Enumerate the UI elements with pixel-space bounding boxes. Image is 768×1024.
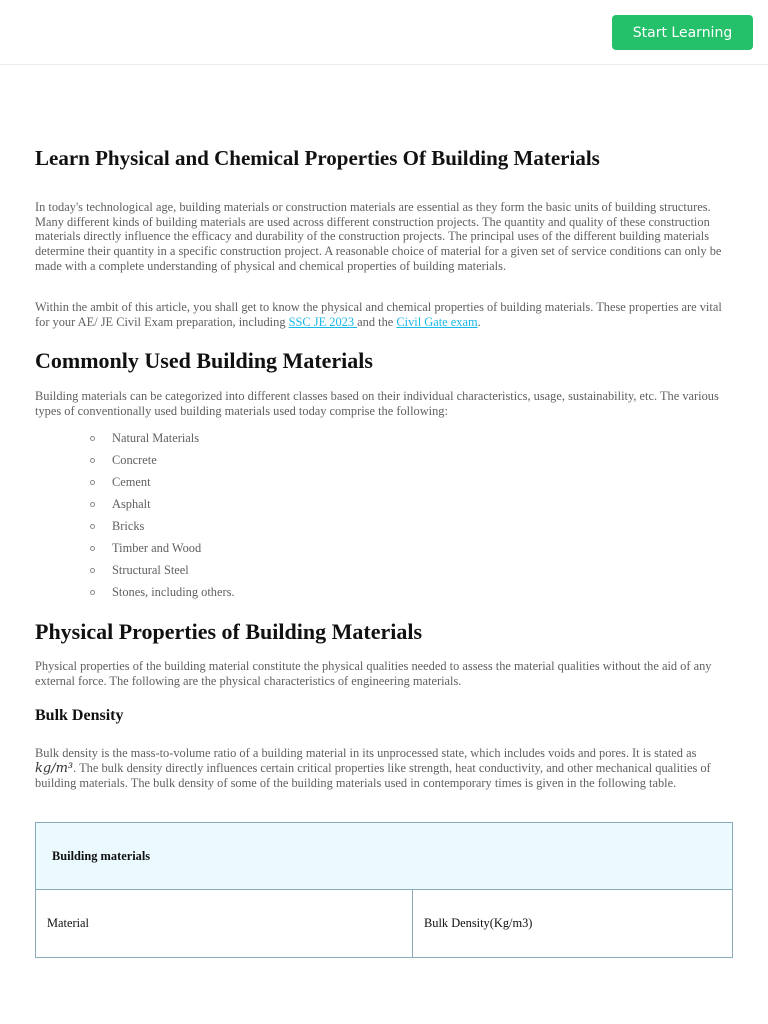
section-heading-physical-properties: Physical Properties of Building Materials <box>35 619 423 644</box>
circle-bullet-icon <box>90 480 95 485</box>
list-item-label: Bricks <box>112 519 145 533</box>
list-item <box>90 452 235 474</box>
list-item-label: Timber and Wood <box>112 541 202 555</box>
bulk-density-text-a: Bulk density is the mass-to-volume ratio of a building material in its unprocessed state, which includes voids and pores. It is stated as <box>35 746 697 760</box>
article-title: Learn Physical and Chemical Properties Of Building Materials <box>35 146 600 170</box>
ssc-je-link[interactable]: SSC JE 2023 <box>288 314 358 329</box>
table-row <box>36 890 732 957</box>
circle-bullet-icon <box>90 546 95 551</box>
list-item-label: Concrete <box>112 453 157 467</box>
bulk-density-unit: kg/m³ <box>35 760 74 776</box>
bulk-density-paragraph <box>35 746 735 791</box>
list-item <box>90 496 235 518</box>
start-learning-button[interactable]: Start Learning <box>612 15 753 50</box>
top-bar <box>0 0 768 65</box>
table-cell-bulk-density: Bulk Density(Kg/m3) <box>424 916 533 930</box>
list-item <box>90 430 235 452</box>
materials-list <box>90 430 235 606</box>
section2-paragraph: Physical properties of the building material constitute the physical qualities needed to assess the material qualities without the aid of any external force. The following are the physical characteristics of engineering materials. <box>35 659 712 688</box>
circle-bullet-icon <box>90 524 95 529</box>
list-item-label: Asphalt <box>112 497 151 511</box>
list-item <box>90 562 235 584</box>
intro-paragraph-1: In today's technological age, building materials or construction materials are essential as they form the basic units of building structures. Many different kinds of building materials are used across different construction projects. The quantity and quality of these construction materials directly influence the efficacy and durability of the construction projects. The principal uses of the different building materials determine their quantity in a specific construction project. A reasonable choice of material for a given set of service conditions can only be made with a complete understanding of physical and chemical properties of building materials. <box>35 200 722 273</box>
list-item-label: Stones, including others. <box>112 585 235 599</box>
subheading-bulk-density: Bulk Density <box>35 707 124 724</box>
table-cell-material: Material <box>36 890 413 957</box>
intro-paragraph-2 <box>35 300 735 329</box>
list-item <box>90 474 235 496</box>
list-item-label: Structural Steel <box>112 563 189 577</box>
bulk-density-table <box>35 822 733 958</box>
circle-bullet-icon <box>90 590 95 595</box>
section-heading-common-materials: Commonly Used Building Materials <box>35 348 373 373</box>
circle-bullet-icon <box>90 502 95 507</box>
list-item <box>90 540 235 562</box>
table-header: Building materials <box>36 823 732 890</box>
list-item-label: Natural Materials <box>112 431 200 445</box>
intro-paragraph-2-text-a: Within the ambit of this article, you shall get to know the physical and chemical properties of building materials. These properties are vital for your AE/ JE Civil Exam preparation, including <box>35 300 722 329</box>
circle-bullet-icon <box>90 568 95 573</box>
section1-paragraph: Building materials can be categorized into different classes based on their individual characteristics, usage, sustainability, etc. The various types of conventionally used building materials used today comprise the following: <box>35 389 719 418</box>
list-item <box>90 518 235 540</box>
circle-bullet-icon <box>90 458 95 463</box>
intro-paragraph-2-text-c: . <box>477 314 481 329</box>
list-item-label: Cement <box>112 475 151 489</box>
circle-bullet-icon <box>90 436 95 441</box>
intro-paragraph-2-text-b: and the <box>357 314 397 329</box>
list-item <box>90 584 235 606</box>
bulk-density-text-b: . The bulk density directly influences certain critical properties like strength, heat conductivity, and other mechanical qualities of building materials. The bulk density of some of the building materials used in contemporary times is given in the following table. <box>35 760 711 791</box>
civil-gate-link[interactable]: Civil Gate exam <box>396 314 478 329</box>
